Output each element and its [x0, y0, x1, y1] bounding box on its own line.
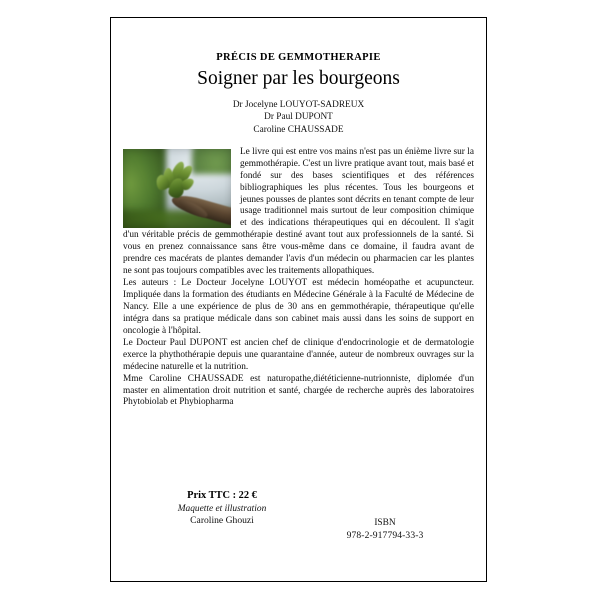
price-label: Prix TTC : 22 € [187, 490, 257, 501]
paragraph-author-dupont: Le Docteur Paul DUPONT est ancien chef de clinique d'endocrinologie et de dermatologie exerce la phythothérapie depuis une quarantaine d'année, auteur de nombreux ouvrages sur la médecine naturelle et la nutrition. [123, 337, 474, 372]
page-content [111, 18, 486, 581]
author-name: Dr Paul DUPONT [264, 112, 333, 123]
isbn-number: 978-2-917794-33-3 [346, 529, 424, 541]
series-title: PRÉCIS DE GEMMOTHERAPIE [216, 52, 381, 63]
back-cover-text [123, 147, 474, 410]
author-list [123, 99, 474, 136]
isbn-block [310, 517, 460, 543]
book-back-cover-page [110, 17, 487, 582]
page-title: Soigner par les bourgeons [197, 67, 400, 89]
page-footer [123, 489, 474, 571]
bud-photo [123, 149, 231, 228]
author-name: Caroline CHAUSSADE [253, 124, 344, 135]
paragraph-author-chaussade: Mme Caroline CHAUSSADE est naturopathe,diététicienne-nutrionniste, diplomée d'un master en alimentation droit nutrition et santé, chargée de recherche auprès des laboratoires Phytobiolab et Phybiopharma [123, 373, 474, 408]
design-credit-label: Maquette et illustration [177, 504, 267, 514]
design-credit-name: Caroline Ghouzi [190, 515, 254, 527]
author-name: Dr Jocelyne LOUYOT-SADREUX [232, 99, 365, 110]
paragraph-intro: Le livre qui est entre vos mains n'est pas un énième livre sur la gemmothérapie. C'est un livre pratique avant tout, mais basé et fondé sur des bases scientifiques et des références bibliographiques les plus récentes. Tous les bourgeons et jeunes pousses de plantes sont décrits en tenant compte de leur usage traditionnel mais surtout de leur composition chimique et des indications thérapeutiques qui en découlent. Il s'agit d'un véritable précis de gemmothérapie destiné avant tout aux professionnels de la santé. Si vous en prenez connaissance sans être vous-même dans ce domaine, il faudra avant de prendre ces macérats de plantes demander l'avis d'un médecin ou pharmacien car les plantes ne sont pas toujours compatibles avec les traitements allopathiques. [123, 146, 474, 277]
isbn-label: ISBN [374, 518, 396, 528]
title-block [123, 52, 474, 90]
price-block [137, 489, 307, 528]
photo-vignette [123, 149, 231, 228]
paragraph-author-louyot: Les auteurs : Le Docteur Jocelyne LOUYOT est médecin homéopathe et acupuncteur. Impliquée dans la formation des étudiants en Médecine Générale à la Faculté de Médecine de Nancy. Elle a une expérience de plus de 30 ans en gemmothérapie, thérapeutique qu'elle intégra dans sa pratique médicale dans son cabinet mais aussi dans les soins de support en oncologie à l'hôpital. [123, 278, 474, 336]
